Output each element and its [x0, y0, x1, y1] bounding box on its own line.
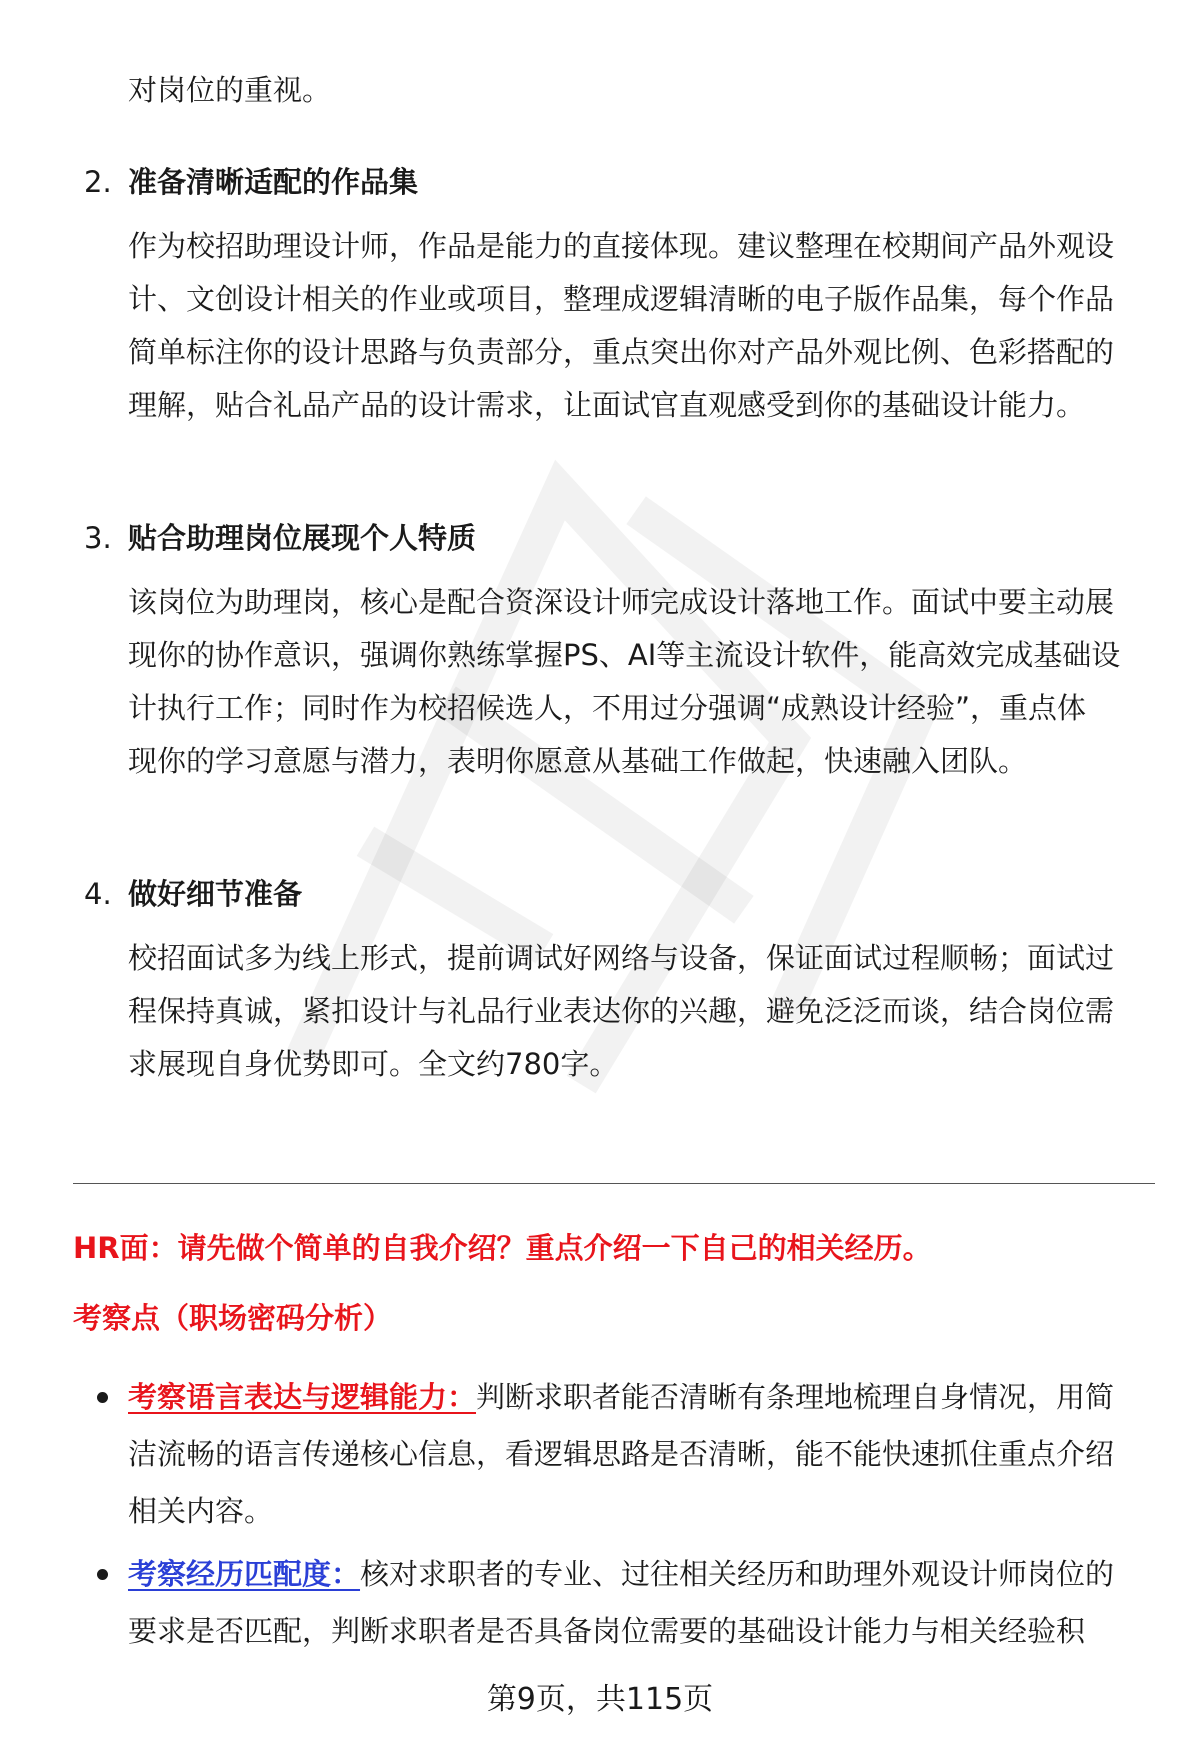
section-title: 准备清晰适配的作品集	[128, 165, 419, 199]
section-heading	[84, 162, 418, 202]
paragraph-line: 求展现自身优势即可。全文约780字。	[128, 1047, 619, 1081]
section-number: 4.	[84, 877, 112, 911]
bullet-text: 判断求职者能否清晰有条理地梳理自身情况，用简	[476, 1380, 1115, 1414]
bullet-line	[128, 1554, 1114, 1594]
assessment-points-title: 考察点（职场密码分析）	[73, 1301, 393, 1335]
bullet-line	[128, 1377, 1114, 1417]
section-heading	[84, 874, 302, 914]
bullet-line: 相关内容。	[128, 1494, 274, 1528]
paragraph-line: 理解，贴合礼品产品的设计需求，让面试官直观感受到你的基础设计能力。	[128, 388, 1086, 422]
section-title: 贴合助理岗位展现个人特质	[128, 521, 477, 555]
paragraph-line: 现你的协作意识，强调你熟练掌握PS、AI等主流设计软件，能高效完成基础设	[128, 638, 1121, 672]
paragraph-line: 该岗位为助理岗，核心是配合资深设计师完成设计落地工作。面试中要主动展	[128, 585, 1115, 619]
assessment-keyword: 考察语言表达与逻辑能力：	[128, 1380, 477, 1414]
bullet-line: 要求是否匹配，判断求职者是否具备岗位需要的基础设计能力与相关经验积	[128, 1614, 1086, 1648]
hr-question: HR面：请先做个简单的自我介绍？重点介绍一下自己的相关经历。	[73, 1231, 932, 1265]
bullet-dot	[97, 1569, 108, 1580]
paragraph-line: 简单标注你的设计思路与负责部分，重点突出你对产品外观比例、色彩搭配的	[128, 335, 1115, 369]
section-divider	[73, 1183, 1155, 1184]
bullet-dot	[97, 1392, 108, 1403]
section-heading	[84, 518, 476, 558]
paragraph-line: 作为校招助理设计师，作品是能力的直接体现。建议整理在校期间产品外观设	[128, 229, 1115, 263]
section-number: 3.	[84, 521, 112, 555]
assessment-keyword: 考察经历匹配度：	[128, 1557, 361, 1591]
bullet-line: 洁流畅的语言传递核心信息，看逻辑思路是否清晰，能不能快速抓住重点介绍	[128, 1437, 1115, 1471]
paragraph-line: 现你的学习意愿与潜力，表明你愿意从基础工作做起，快速融入团队。	[128, 744, 1028, 778]
paragraph-line: 计、文创设计相关的作业或项目，整理成逻辑清晰的电子版作品集，每个作品	[128, 282, 1115, 316]
paragraph-line: 对岗位的重视。	[128, 73, 332, 107]
bullet-text: 核对求职者的专业、过往相关经历和助理外观设计师岗位的	[360, 1557, 1115, 1591]
section-title: 做好细节准备	[128, 877, 303, 911]
paragraph-line: 校招面试多为线上形式，提前调试好网络与设备，保证面试过程顺畅；面试过	[128, 941, 1115, 975]
section-number: 2.	[84, 165, 112, 199]
paragraph-line: 计执行工作；同时作为校招候选人，不用过分强调“成熟设计经验”，重点体	[128, 691, 1087, 725]
paragraph-line: 程保持真诚，紧扣设计与礼品行业表达你的兴趣，避免泛泛而谈，结合岗位需	[128, 994, 1115, 1028]
page-number: 第9页，共115页	[486, 1682, 714, 1717]
